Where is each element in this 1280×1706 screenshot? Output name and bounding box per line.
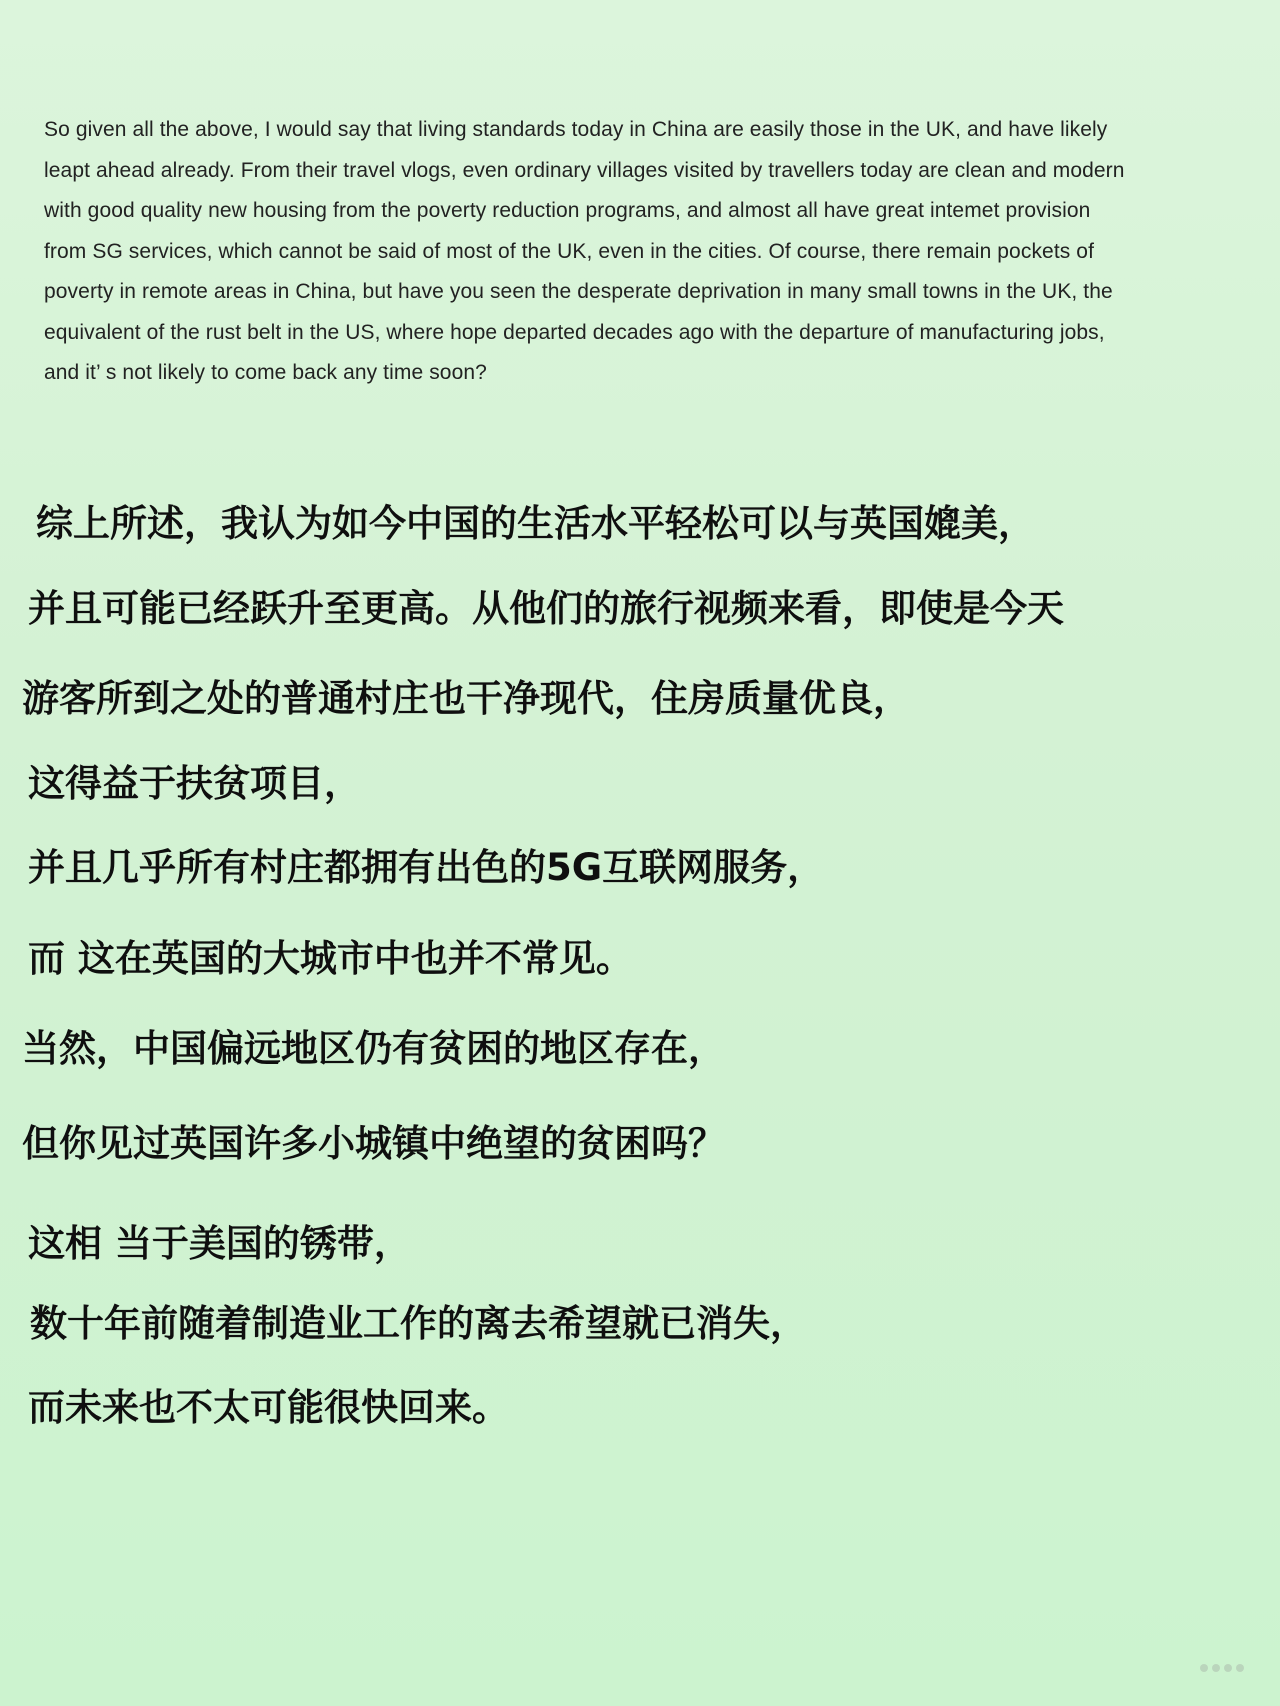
chinese-line: 当然，中国偏远地区仍有贫困的地区存在，	[22, 1027, 725, 1070]
chinese-line: 而未来也不太可能很快回来。	[28, 1386, 509, 1429]
english-line: equivalent of the rust belt in the US, where hope departed decades ago with the departure of manufacturing jobs,	[44, 320, 1105, 344]
watermark-dots	[1200, 1660, 1260, 1676]
english-line: poverty in remote areas in China, but have you seen the desperate deprivation in many small towns in the UK, the	[44, 280, 1113, 303]
dot-icon	[1200, 1664, 1208, 1672]
chinese-line: 游客所到之处的普通村庄也干净现代，住房质量优良，	[22, 677, 910, 720]
chinese-line: 并且几乎所有村庄都拥有出色的5G互联网服务，	[28, 846, 825, 889]
chinese-line: 但你见过英国许多小城镇中绝望的贫困吗？	[22, 1122, 725, 1165]
chinese-line: 并且可能已经跃升至更高。从他们的旅行视频来看，即使是今天	[28, 587, 1064, 630]
chinese-line: 综上所述，我认为如今中国的生活水平轻松可以与英国媲美，	[36, 502, 1035, 545]
chinese-line: 数十年前随着制造业工作的离去希望就已消失，	[30, 1302, 807, 1345]
dot-icon	[1212, 1664, 1220, 1672]
chinese-line: 这相 当于美国的锈带，	[28, 1222, 411, 1265]
chinese-line: 而 这在英国的大城市中也并不常见。	[28, 937, 633, 980]
english-line: leapt ahead already. From their travel vlogs, even ordinary villages visited by travellers today are clean and modern	[44, 158, 1125, 182]
english-line: and it’ s not likely to come back any time soon?	[44, 361, 487, 384]
dot-icon	[1224, 1664, 1232, 1672]
english-line: from SG services, which cannot be said of most of the UK, even in the cities. Of course, there remain pockets of	[44, 239, 1095, 263]
english-line: So given all the above, I would say that living standards today in China are easily those in the UK, and have likely	[44, 118, 1108, 141]
english-paragraph	[44, 110, 1244, 394]
english-line: with good quality new housing from the poverty reduction programs, and almost all have great intemet provision	[44, 199, 1091, 222]
chinese-line: 这得益于扶贫项目，	[28, 762, 361, 805]
dot-icon	[1236, 1664, 1244, 1672]
